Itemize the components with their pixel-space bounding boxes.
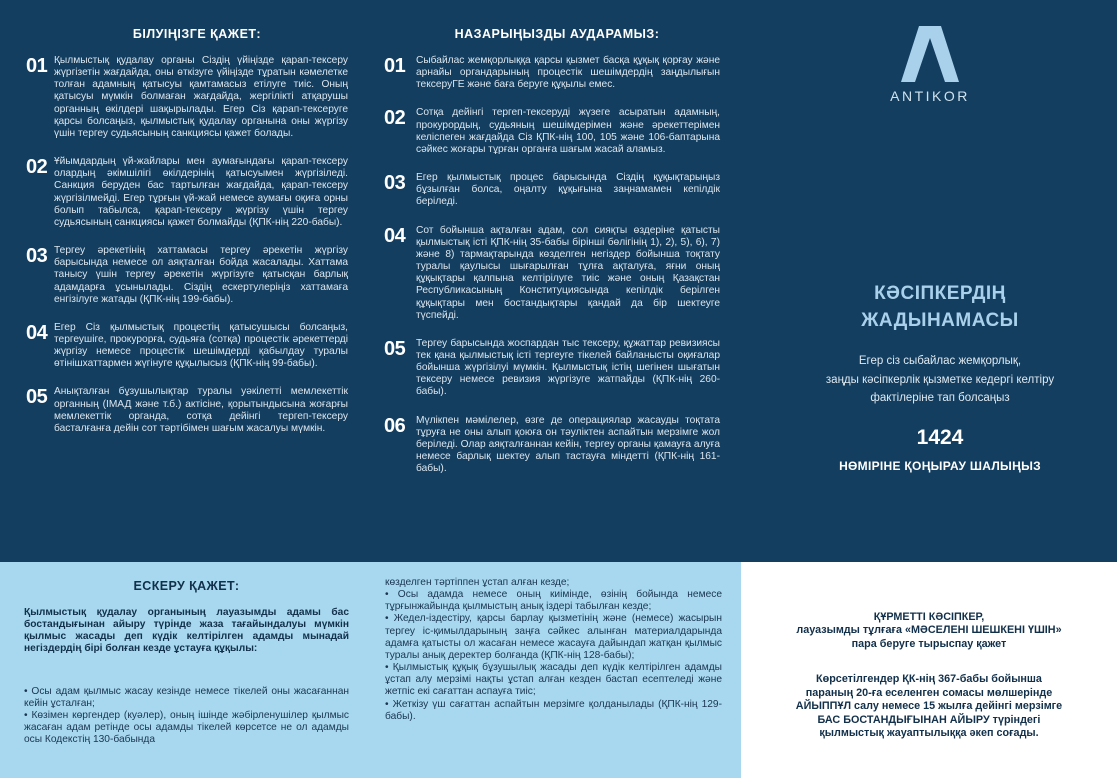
left-item-01 (26, 55, 348, 140)
item-number: 06 (384, 414, 406, 437)
middle-column (384, 0, 720, 475)
item-text: Сыбайлас жемқорлыққа қарсы қызмет басқа құқық қорғау және арнайы органдарының процестік шешімдердің заңдылығын тексеруГЕ және баға беруге құқылы емес. (416, 55, 720, 91)
notice-penalty (759, 673, 1099, 741)
item-number: 02 (384, 107, 406, 130)
item-text: Сотқа дейінгі тергеп-тексеруді жүзеге асыратын адамның, прокурордың, судьяның шешімдерімен және әрекеттерімен келіспеген жағдайда Сіз ҚПК-нің 100, 105 және 106-баптарына сәйкес жоғары тұрған органға шағым жасай аламыз. (416, 107, 720, 155)
memo-subtitle-line1: Егер сіз сыбайлас жемқорлық, (858, 355, 1022, 367)
hotline-call-text: НӨМІРІНЕ ҚОҢЫРАУ ШАЛЫҢЫЗ (839, 459, 1041, 473)
item-text: Тергеу әрекетінің хаттамасы тергеу әрекетін жүргізу барысында немесе ол аяқталған бойда жасалады. Хаттама танысу үшін тергеу әрекетін жүргізуге қатысқан барлық адамдарға ұсынылады. Сіздің ескертулеріңіз хаттамаға енгізілуге жатады (ҚПК-нің 199-бабы). (54, 245, 348, 305)
penalty-line1: Көрсетілгендер ҚК-нің 367-бабы бойынша (816, 673, 1042, 685)
penalty-line3: АЙЫППҰЛ салу немесе 15 жылға дейінгі мерзімге (795, 700, 1063, 713)
item-number: 01 (384, 55, 406, 77)
middle-item-04 (384, 225, 720, 322)
item-number: 01 (26, 55, 48, 77)
notice-panel (741, 562, 1117, 778)
item-text: Ұйымдардың үй-жайлары мен аумағындағы қарап-тексеру олардың әкімшілігі өкілдерінің қатысуымен жүргізіледі. Санкция беруден бас тартылған жағдайда, қарап-тексеру жүргізілмейді. Егер тұрғын үй-жай немесе аумағы оқиға орны болып табылса, қарап-тексеру жүргізу үшін тергеу судьясының санкциясы қажет болмайды (ҚПК-нің 220-бабы). (54, 156, 348, 228)
hotline-number: 1424 (916, 426, 964, 449)
middle-item-06 (384, 415, 720, 476)
item-number: 05 (384, 337, 406, 360)
left-column (26, 0, 348, 435)
list-item: • Жедел-іздестіру, қарсы барлау қызметінің және (немесе) жасырын тергеу іс-қимылдарының заңға сәйкес алынған материалдарында адамға қатысты ол жасаған немесе жасауға дайындап жатқан қылмыс туралы анық деректер болғанда (ҚПК-нің 128-бабы); (385, 613, 722, 661)
item-number: 03 (26, 245, 48, 268)
middle-item-05 (384, 338, 720, 399)
item-text: Қылмыстық қудалау органы Сіздің үйіңізде қарап-тексеру жүргізетін жағдайда, оны өткізуге үйіңізде тұратын кәмелетке толған адамның қатысуы қамтамасыз етілуге тиіс. Оның қатысуы мүмкін болмаған жағдайда, жергілікті атқарушы органның өкілдері шақырылады. Егер Сіз қарап-тексеруге қарсы болсаңыз, қылмыстық қудалау органына оны жүргізу үшін тергеу судьясының санкциясы қажет болады. (54, 55, 348, 139)
penalty-line5: қылмыстық жауаптылыққа әкеп соғады. (819, 727, 1039, 740)
item-text: Тергеу барысында жоспардан тыс тексеру, құжаттар ревизиясы тек қана қылмыстық істі тергеуге тікелей байланысты оқиғалар бойынша жүргізілуі мүмкін. Қылмыстық істің шегінен шығатын тексеру немесе ревизия жүргізуге жатпайды (ҚПК-нің 260-бабы). (416, 337, 720, 398)
middle-column-heading: НАЗАРЫҢЫЗДЫ АУДАРАМЫЗ: (454, 27, 660, 41)
memo-subtitle-line3: фактілеріне тап болсаңыз (870, 392, 1010, 404)
warning-list-left (24, 686, 349, 747)
list-item: • Жеткізу үш сағаттан аспайтын мерзімге қолданылады (ҚПК-нің 129-бабы). (385, 698, 722, 722)
item-text: Анықталған бұзушылықтар туралы уәкілетті мемлекеттік органның (ІМАД және т.б.) актісіне, қорытындысына жоғарғы мемлекеттік органда, сотқа дейінгі тергеп-тексеру басталғанға дейін сот тәртібімен шағым жасалуы мүмкін. (54, 386, 348, 434)
penalty-line2: параның 20-ға еселенген сомасы мөлшерінде (805, 686, 1053, 699)
memo-title (770, 280, 1110, 334)
list-item: көзделген тәртіппен ұстап алған кезде; (385, 577, 570, 588)
penalty-line4: БАС БОСТАНДЫҒЫНАН АЙЫРУ түріндегі (817, 713, 1041, 726)
notice-warning (759, 611, 1099, 651)
middle-item-03 (384, 172, 720, 208)
list-item: • Қылмыстық құқық бұзушылық жасады деп күдік келтірілген адамды ұстап алу мерзімі нақты ұстап алған кезден бастап есептеледі және жетпіс екі сағаттан аспауға тиіс; (385, 662, 722, 698)
memo-subtitle (770, 352, 1110, 408)
left-item-03 (26, 245, 348, 306)
list-item: • Осы адамда немесе оның киімінде, өзінің бойында немесе тұрғынжайында қылмыстың анық іздері табылған кезде; (385, 589, 722, 613)
item-text: Егер қылмыстық процес барысында Сіздің құқықтарыңыз бұзылған болса, оңалту құқығына заңнамамен кепілдік беріледі. (416, 172, 720, 208)
notice-line2: лауазымды тұлғаға «МӘСЕЛЕНІ ШЕШКЕНІ ҮШІН» (796, 624, 1062, 637)
antikor-logo (884, 26, 976, 104)
logo-text: ANTIKOR (890, 88, 970, 104)
left-item-02 (26, 156, 348, 229)
warning-heading: ЕСКЕРУ ҚАЖЕТ: (133, 579, 240, 593)
item-number: 03 (384, 172, 406, 195)
middle-item-02 (384, 107, 720, 156)
memo-subtitle-line2: заңды кәсіпкерлік қызметке кедергі келтіру (825, 373, 1055, 386)
warning-list-right (385, 577, 722, 723)
item-text: Мүлікпен мәмілелер, өзге де операциялар жасауды тоқтата тұруға не оны алып қоюға он тәуліктен аспайтын мерзімге жол беріледі. Олар аяқталғаннан кейін, тергеу органы қамауға алуға немесе барлық шектеу алып тастауға міндетті (ҚПК-нің 161-бабы). (416, 414, 720, 475)
list-item: • Көзімен көргендер (куәлер), оның ішінде жәбірленушілер қылмыс жасаған адам ретінде осы адамды тікелей көрсетсе не ол адамды осы Кодекстің 130-бабында (24, 709, 349, 746)
left-column-heading: БІЛУІҢІЗГЕ ҚАЖЕТ: (132, 27, 262, 41)
notice-line1: ҚҰРМЕТТІ КӘСІПКЕР, (873, 611, 985, 623)
item-number: 04 (384, 224, 406, 247)
antikor-logo-icon (901, 26, 959, 82)
item-text: Сот бойынша ақталған адам, сол сияқты өздеріне қатысты қылмыстық істі ҚПК-нің 35-бабы бірінші бөлігінің 1), 2), 5), 6), 7) және 8) тармақтарында көзделген негіздер бойынша тоқтату туралы қаулысы шығарылған тұлға ақталуға, яғни оның құқықтары қалпына келтірілуге тиіс және оның Қазақстан Республикасының Конституциясында кепілдік берілген құқықтары мен бостандықтары қандай да бір шектеуге түспейді. (416, 224, 720, 321)
warning-intro: Қылмыстық қудалау органының лауазымды адамы бас бостандығынан айыру түрінде жаза тағайындалуы мүмкін қылмыс жасады деп күдік келтірілген адамды мынадай негіздердің бірі болған кезде ұстауға құқылы: (24, 607, 349, 655)
left-item-05 (26, 386, 348, 435)
list-item: • Осы адам қылмыс жасау кезінде немесе тікелей оны жасағаннан кейін ұсталған; (24, 685, 349, 709)
memo-title-line2: ЖАДЫНАМАСЫ (861, 310, 1019, 331)
item-number: 02 (26, 156, 48, 179)
item-number: 04 (26, 321, 48, 344)
item-text: Егер Сіз қылмыстық процестің қатысушысы болсаңыз, тергеушіге, прокурорға, судьяға (сотқа) процестік әрекеттерді жүргізу немесе процестік шешімдерді қабылдау туралы өтінішхаттармен жүгінуге құқылысыз (ҚПК-нің 99-бабы). (54, 321, 348, 370)
notice-line3: пара беруге тырыспау қажет (851, 637, 1007, 650)
warning-panel (0, 562, 741, 778)
item-number: 05 (26, 386, 48, 409)
warning-left (24, 562, 349, 746)
left-item-04 (26, 322, 348, 371)
middle-item-01 (384, 55, 720, 91)
memo-title-line1: КӘСІПКЕРДІҢ (874, 283, 1006, 304)
